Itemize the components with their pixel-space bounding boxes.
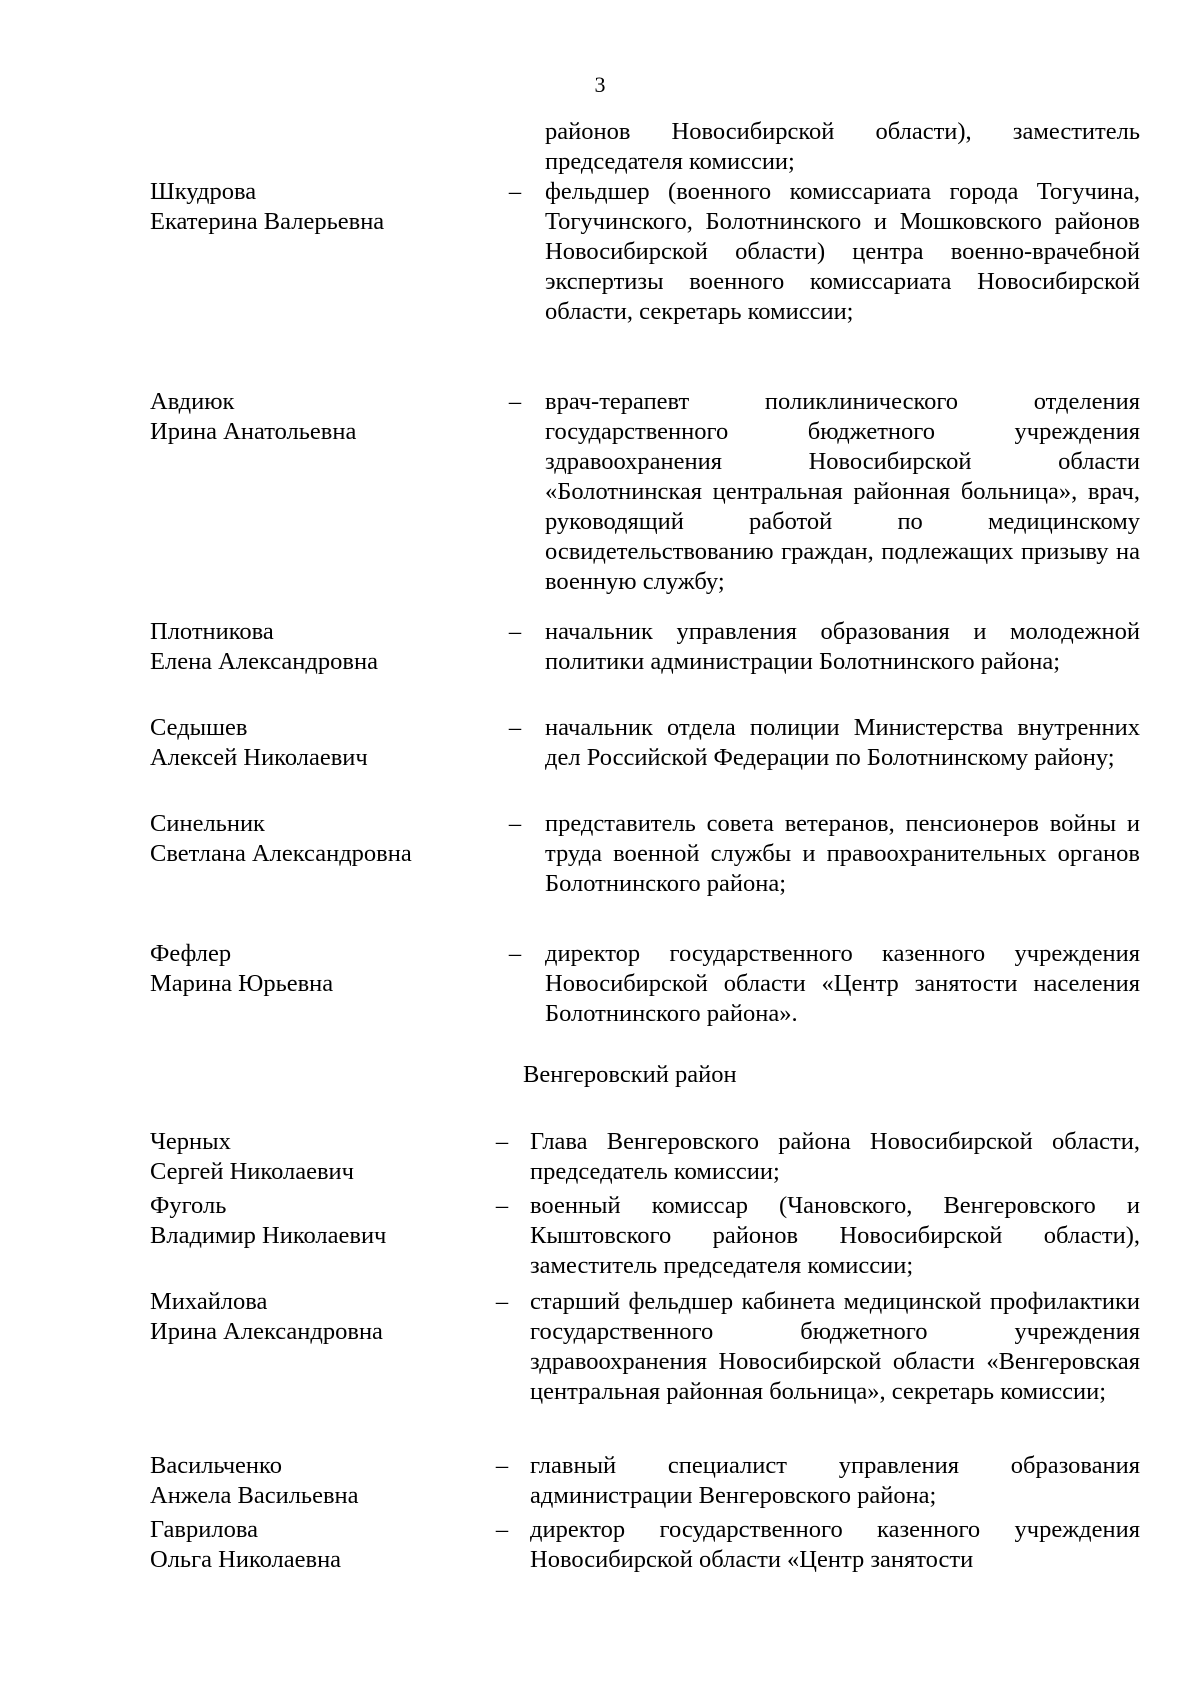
section-heading: Венгеровский район xyxy=(523,1061,737,1088)
member-name xyxy=(150,713,490,773)
member-given-names: Ирина Анатольевна xyxy=(150,418,357,445)
dash-separator: – xyxy=(508,618,522,645)
member-role: Глава Венгеровского района Новосибирской области, председатель комиссии; xyxy=(530,1128,1140,1185)
dash-separator: – xyxy=(495,1192,509,1219)
member-name xyxy=(150,1451,490,1511)
member-role: военный комиссар (Чановского, Венгеровского и Кыштовского районов Новосибирской области), заместитель председателя комиссии; xyxy=(530,1192,1140,1279)
member-name xyxy=(150,617,490,677)
member-role: представитель совета ветеранов, пенсионеров войны и труда военной службы и правоохранительных органов Болотнинского района; xyxy=(545,810,1140,897)
dash-separator: – xyxy=(495,1128,509,1155)
member-name xyxy=(150,1127,490,1187)
member-role: врач-терапевт поликлинического отделения государственного бюджетного учреждения здравоохранения Новосибирской области «Болотнинская центральная районная больница», врач, руководящий работой по медицинскому освидетельствованию граждан, подлежащих призыву на военную службу; xyxy=(545,388,1140,595)
member-role: начальник отдела полиции Министерства внутренних дел Российской Федерации по Болотнинскому району; xyxy=(545,714,1140,771)
member-name xyxy=(150,809,490,869)
member-surname: Шкудрова xyxy=(150,178,257,205)
member-surname: Михайлова xyxy=(150,1288,268,1315)
member-given-names: Светлана Александровна xyxy=(150,840,412,867)
member-role: фельдшер (военного комиссариата города Тогучина, Тогучинского, Болотнинского и Мошковского районов Новосибирской области) центра военно-врачебной экспертизы военного комиссариата Новосибирской области, секретарь комиссии; xyxy=(545,178,1140,325)
dash-separator: – xyxy=(508,388,522,415)
member-name xyxy=(150,939,490,999)
member-given-names: Анжела Васильевна xyxy=(150,1482,359,1509)
member-given-names: Марина Юрьевна xyxy=(150,970,334,997)
dash-separator: – xyxy=(508,940,522,967)
member-surname: Авдиюк xyxy=(150,388,235,415)
member-given-names: Екатерина Валерьевна xyxy=(150,208,385,235)
member-role: старший фельдшер кабинета медицинской профилактики государственного бюджетного учреждения здравоохранения Новосибирской области «Венгеровская центральная районная больница», секретарь комиссии; xyxy=(530,1288,1140,1405)
member-role: начальник управления образования и молодежной политики администрации Болотнинского района; xyxy=(545,618,1140,675)
member-name xyxy=(150,1191,490,1251)
dash-separator: – xyxy=(495,1288,509,1315)
member-surname: Седышев xyxy=(150,714,248,741)
dash-separator: – xyxy=(508,714,522,741)
member-surname: Фефлер xyxy=(150,940,232,967)
member-role: директор государственного казенного учреждения Новосибирской области «Центр занятости xyxy=(530,1516,1140,1573)
dash-separator: – xyxy=(495,1452,509,1479)
member-given-names: Ольга Николаевна xyxy=(150,1546,342,1573)
member-given-names: Сергей Николаевич xyxy=(150,1158,354,1185)
member-role: директор государственного казенного учреждения Новосибирской области «Центр занятости населения Болотнинского района». xyxy=(545,940,1140,1027)
dash-separator: – xyxy=(508,178,522,205)
member-surname: Гаврилова xyxy=(150,1516,258,1543)
member-surname: Васильченко xyxy=(150,1452,282,1479)
member-given-names: Алексей Николаевич xyxy=(150,744,368,771)
dash-separator: – xyxy=(508,810,522,837)
continuation-text: районов Новосибирской области), заместитель председателя комиссии; xyxy=(545,118,1140,175)
member-given-names: Ирина Александровна xyxy=(150,1318,383,1345)
member-name xyxy=(150,1515,490,1575)
member-name xyxy=(150,177,490,237)
member-surname: Синельник xyxy=(150,810,265,837)
member-name xyxy=(150,387,490,447)
member-surname: Черных xyxy=(150,1128,231,1155)
dash-separator: – xyxy=(495,1516,509,1543)
member-role: главный специалист управления образования администрации Венгеровского района; xyxy=(530,1452,1140,1509)
member-given-names: Елена Александровна xyxy=(150,648,378,675)
member-surname: Фуголь xyxy=(150,1192,227,1219)
member-name xyxy=(150,1287,490,1347)
member-surname: Плотникова xyxy=(150,618,274,645)
page-number: 3 xyxy=(594,72,606,97)
member-given-names: Владимир Николаевич xyxy=(150,1222,387,1249)
